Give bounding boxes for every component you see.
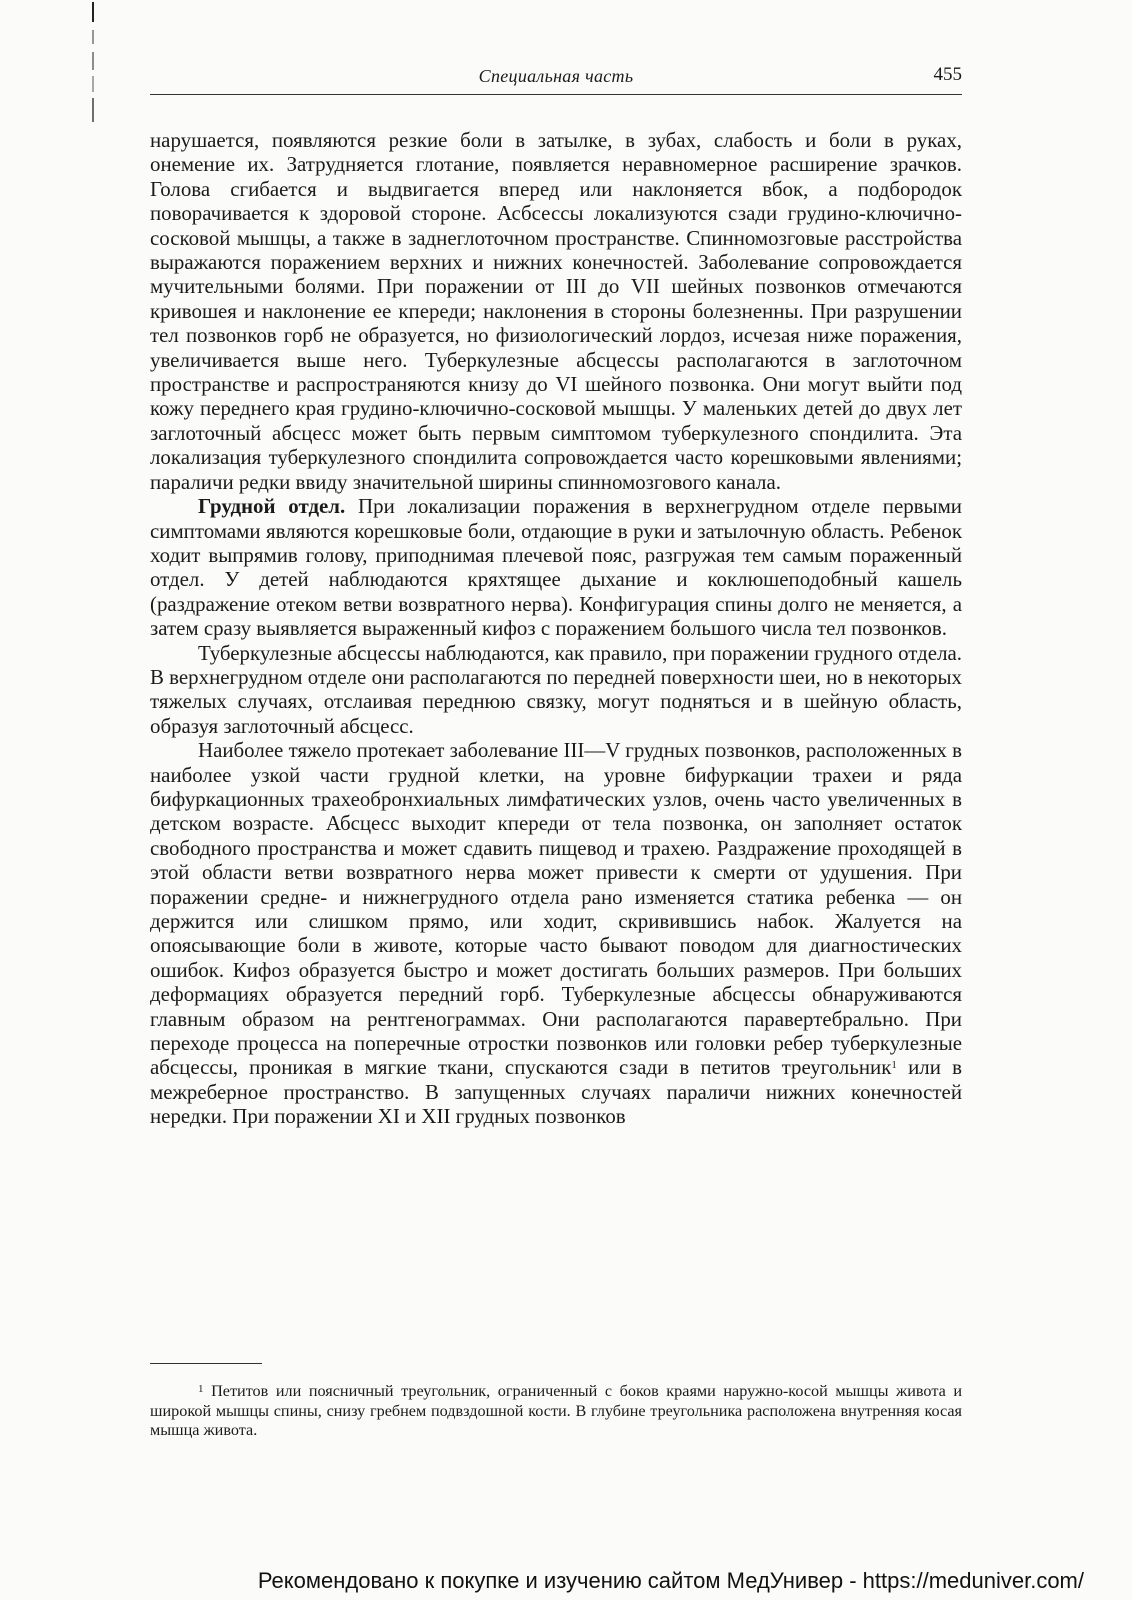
main-text [150, 128, 962, 1129]
footnote-marker: 1 [198, 1383, 204, 1395]
footnote-reference[interactable]: 1 [891, 1059, 897, 1072]
scan-binding-marks [90, 0, 96, 125]
paragraph-thoracic-text: При локализации поражения в верхнегрудном отделе первыми симптомами являются корешковые боли, отдающие в руки и затылочную область. Ребенок ходит выпрямив голову, приподнимая плечевой пояс, разгружая тем самым пораженный отдел. У детей наблюдаются кряхтящее дыхание и коклюшеподобный кашель (раздражение отеком ветви возвратного нерва). Конфигурация спины долго не меняется, а затем сразу выявляется выраженный кифоз с поражением большого числа тел позвонков. [150, 494, 962, 641]
paragraph-abscesses: Туберкулезные абсцессы наблюдаются, как правило, при поражении грудного отдела. В верхнегрудном отделе они располагаются по передней поверхности шеи, но в некоторых тяжелых случаях, отслаивая переднюю связку, могут подняться и в шейную область, образуя заглоточный абсцесс. [150, 640, 962, 738]
footnote [150, 1382, 962, 1441]
paragraph-cervical: нарушается, появляются резкие боли в затылке, в зубах, слабость и боли в руках, онемение их. Затрудняется глотание, появляется неравномерное расширение зрачков. Голова сгибается и выдвигается вперед или наклоняется вбок, а подбородок поворачивается к здоровой стороне. Асбсессы локализуются сзади грудино-ключично-сосковой мышцы, а также в заднеглоточном пространстве. Спинномозговые расстройства выражаются поражением верхних и нижних конечностей. Заболевание сопровождается мучительными болями. При поражении от III до VII шейных позвонков отмечаются кривошея и наклонение ее кпереди; наклонения в стороны болезненны. При разрушении тел позвонков горб не образуется, но физиологический лордоз, исчезая ниже поражения, увеличивается выше него. Туберкулезные абсцессы располагаются в заглоточном пространстве и распространяются книзу до VI шейного позвонка. Они могут выйти под кожу переднего края грудино-ключично-сосковой мышцы. У маленьких детей до двух лет заглоточный абсцесс может быть первым симптомом туберкулезного спондилита. Эта локализация туберкулезного спондилита сопровождается часто корешковыми явлениями; параличи редки ввиду значительной ширины спинномозгового канала. [150, 128, 962, 494]
footnote-text: Петитов или поясничный треугольник, ограниченный с боков краями наружно-косой мышцы живота и широкой мышцы спины, снизу гребнем подвздошной кости. В глубине треугольника расположена внутренняя косая мышца живота. [150, 1382, 963, 1439]
paragraph-severe-course-end: или в межреберное пространство. В запущенных случаях параличи нижних конечностей нередки. При поражении XI и XII грудных позвонков [150, 1055, 962, 1129]
footnote-divider [150, 1363, 262, 1364]
page-number: 455 [933, 64, 962, 85]
running-header [150, 64, 962, 95]
section-heading-thoracic: Грудной отдел. [198, 494, 346, 519]
paragraph-thoracic [150, 494, 962, 640]
watermark-link[interactable]: Рекомендовано к покупке и изучению сайтом МедУнивер - https://meduniver.com/ [257, 1568, 1084, 1593]
paragraph-severe-course-text: Наиболее тяжело протекает заболевание III—V грудных позвонков, расположенных в наиболее узкой части грудной клетки, на уровне бифуркации трахеи и ряда бифуркационных трахеобронхиальных лимфатических узлов, очень часто увеличенных в детском возрасте. Абсцесс выходит кпереди от тела позвонка, он заполняет остаток свободного пространства и может сдавить пищевод и трахею. Раздражение проходящей в этой области ветви возвратного нерва может привести к смерти от удушения. При поражении средне- и нижнегрудного отдела рано изменяется статика ребенка — он держится или слишком прямо, или ходит, скривившись набок. Жалуется на опоясывающие боли в животе, которые часто бывают поводом для диагностических ошибок. Кифоз образуется быстро и может достигать больших размеров. При больших деформациях образуется передний горб. Туберкулезные абсцессы обнаруживаются главным образом на рентгенограммах. Они располагаются паравертебрально. При переходе процесса на поперечные отростки позвонков или головки ребер туберкулезные абсцессы, проникая в мягкие ткани, спускаются сзади в петитов треугольник [150, 738, 962, 1080]
running-title: Специальная часть [478, 66, 634, 86]
paragraph-severe-course [150, 738, 962, 1129]
